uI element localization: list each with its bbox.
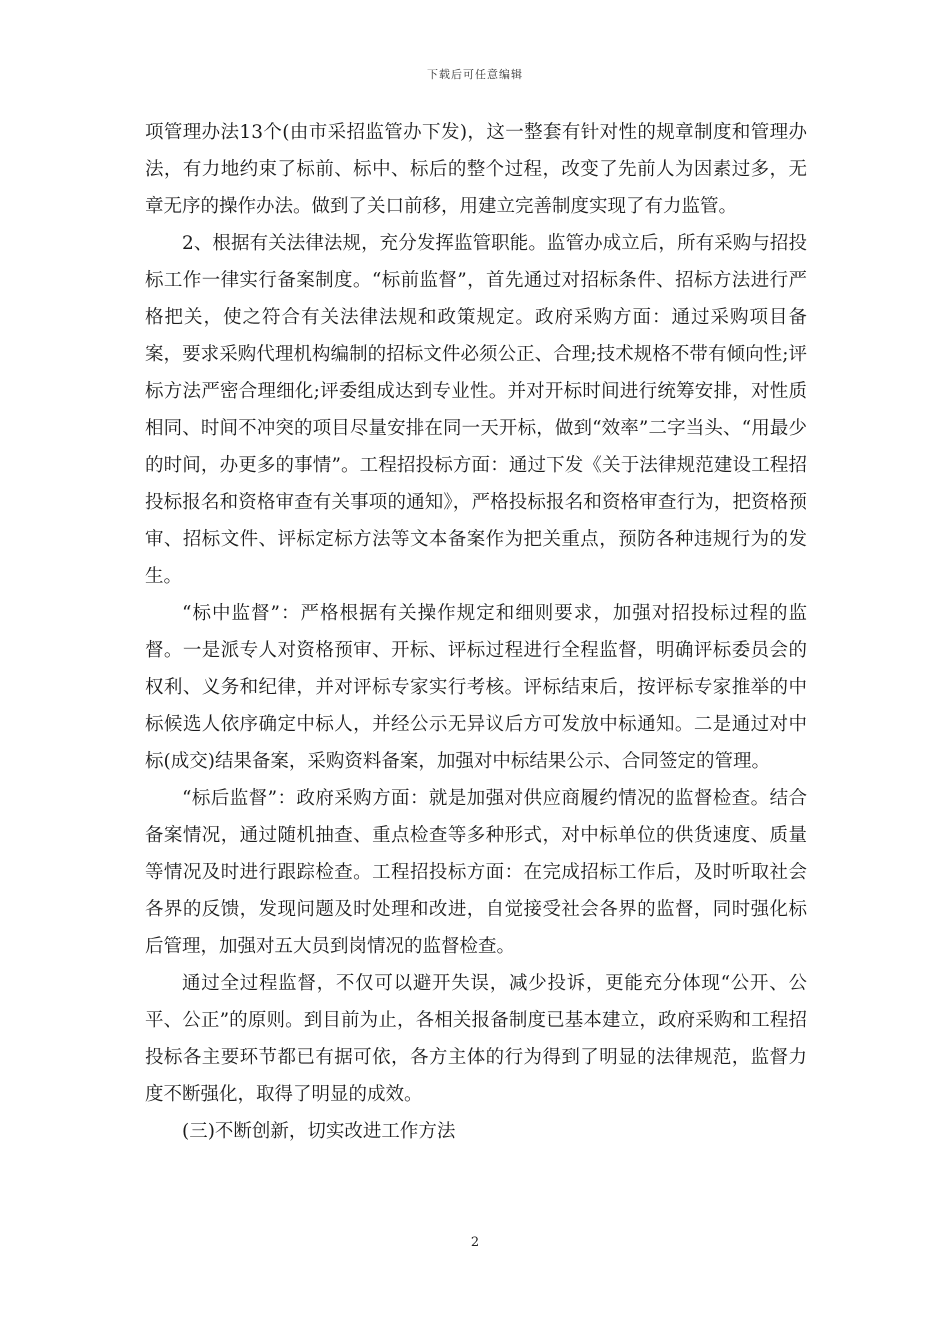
document-body [145, 114, 807, 1150]
page-number: 2 [470, 1235, 480, 1250]
paragraph-4: “标后监督”：政府采购方面：就是加强对供应商履约情况的监督检查。结合备案情况，通过随机抽查、重点检查等多种形式，对中标单位的供货速度、质量等情况及时进行跟踪检查。工程招投标方面：在完成招标工作后，及时听取社会各界的反馈，发现问题及时处理和改进，自觉接受社会各界的监督，同时强化标后管理，加强对五大员到岗情况的监督检查。 [145, 788, 807, 957]
page-header: 下载后可任意编辑 [427, 68, 523, 81]
paragraph-1: 项管理办法13个(由市采招监管办下发)，这一整套有针对性的规章制度和管理办法，有力地约束了标前、标中、标后的整个过程，改变了先前人为因素过多，无章无序的操作办法。做到了关口前移，用建立完善制度实现了有力监管。 [145, 122, 807, 217]
paragraph-5: 通过全过程监督，不仅可以避开失误，减少投诉，更能充分体现“公开、公平、公正”的原则。到目前为止，各相关报备制度已基本建立，政府采购和工程招投标各主要环节都已有据可依，各方主体的行为得到了明显的法律规范，监督力度不断强化，取得了明显的成效。 [145, 973, 807, 1105]
paragraph-2: 2、根据有关法律法规，充分发挥监管职能。监管办成立后，所有采购与招投标工作一律实行备案制度。“标前监督”，首先通过对招标条件、招标方法进行严格把关，使之符合有关法律法规和政策规定。政府采购方面：通过采购项目备案，要求采购代理机构编制的招标文件必须公正、合理;技术规格不带有倾向性;评标方法严密合理细化;评委组成达到专业性。并对开标时间进行统筹安排，对性质相同、时间不冲突的项目尽量安排在同一天开标，做到“效率”二字当头、“用最少的时间，办更多的事情”。工程招投标方面：通过下发《关于法律规范建设工程招投标报名和资格审查有关事项的通知》，严格投标报名和资格审查行为，把资格预审、招标文件、评标定标方法等文本备案作为把关重点，预防各种违规行为的发生。 [145, 233, 807, 587]
section-heading: (三)不断创新，切实改进工作方法 [182, 1121, 456, 1142]
paragraph-3: “标中监督”：严格根据有关操作规定和细则要求，加强对招投标过程的监督。一是派专人对资格预审、开标、评标过程进行全程监督，明确评标委员会的权利、义务和纪律，并对评标专家实行考核。评标结束后，按评标专家推举的中标候选人依序确定中标人，并经公示无异议后方可发放中标通知。二是通过对中标(成交)结果备案，采购资料备案，加强对中标结果公示、合同签定的管理。 [145, 603, 807, 772]
